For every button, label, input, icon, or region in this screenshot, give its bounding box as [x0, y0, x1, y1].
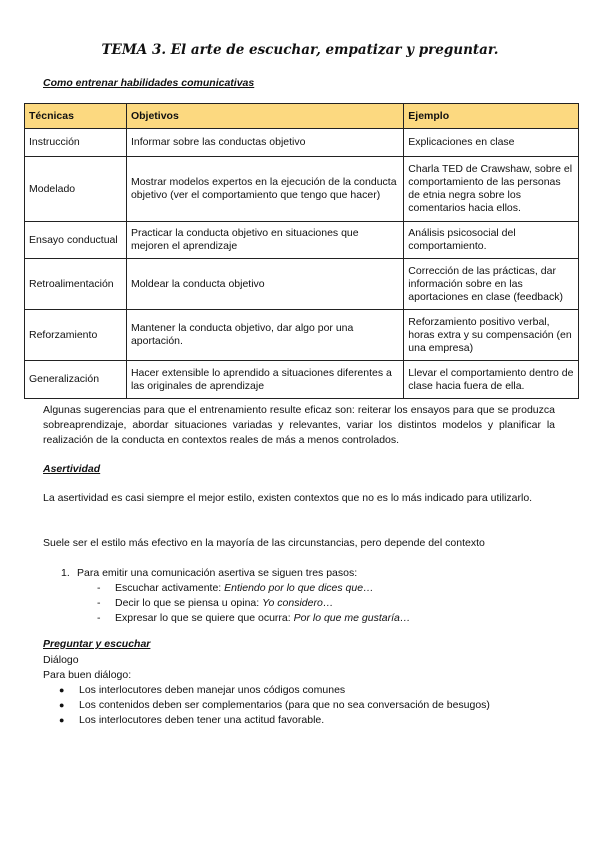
context-paragraph: Suele ser el estilo más efectivo en la mayoría de las circunstancias, pero depende del contexto	[43, 537, 485, 549]
section-heading-ask-and-listen: Preguntar y escuchar	[43, 638, 151, 650]
step-item	[97, 611, 557, 626]
step-example: Entiendo por lo que dices que…	[224, 582, 374, 594]
list-item	[59, 698, 579, 713]
dash-marker: -	[97, 582, 101, 594]
table-cell: Retroalimentación	[25, 259, 127, 310]
step-item	[97, 596, 557, 611]
table-header-cell: Técnicas	[25, 104, 127, 129]
table-cell: Reforzamiento	[25, 310, 127, 361]
table-cell: Moldear la conducta objetivo	[126, 259, 403, 310]
table-row	[25, 157, 579, 222]
table-row	[25, 259, 579, 310]
good-dialogue-line: Para buen diálogo:	[43, 669, 132, 681]
list-item	[59, 683, 559, 698]
dialogue-line: Diálogo	[43, 654, 79, 666]
bullet-icon: ●	[59, 700, 65, 710]
table-cell: Mostrar modelos expertos en la ejecución de la conducta objetivo (ver el comportamiento que tengo que hacer)	[126, 157, 403, 222]
list-number: 1.	[61, 567, 70, 579]
table-cell: Llevar el comportamiento dentro de clase hacia fuera de ella.	[404, 361, 579, 399]
table-cell: Explicaciones en clase	[404, 129, 579, 157]
table-row	[25, 361, 579, 399]
table-header-cell: Ejemplo	[404, 104, 579, 129]
page-title: TEMA 3. El arte de escuchar, empatizar y preguntar.	[101, 42, 499, 58]
bullet-icon: ●	[59, 685, 65, 695]
techniques-table	[24, 103, 579, 399]
table-cell: Corrección de las prácticas, dar información sobre en las aportaciones en clase (feedback)	[404, 259, 579, 310]
table-cell: Practicar la conducta objetivo en situaciones que mejoren el aprendizaje	[126, 222, 403, 259]
table-row	[25, 129, 579, 157]
dash-marker: -	[97, 612, 101, 624]
step-label: Decir lo que se piensa u opina:	[115, 597, 260, 609]
step-example: Yo considero…	[262, 597, 334, 609]
assertiveness-paragraph: La asertividad es casi siempre el mejor estilo, existen contextos que no es lo más indicado para utilizarlo.	[43, 492, 533, 504]
table-row	[25, 222, 579, 259]
numbered-list-item	[61, 566, 561, 581]
bullet-text: Los interlocutores deben manejar unos códigos comunes	[79, 684, 346, 696]
table-cell: Charla TED de Crawshaw, sobre el comportamiento de las personas de etnia negra sobre los comentarios hacia ellos.	[404, 157, 579, 222]
bullet-icon: ●	[59, 715, 65, 725]
suggestions-paragraph: Algunas sugerencias para que el entrenamiento resulte eficaz son: reiterar los ensayos para que se produzca sobreaprendizaje, abordar situaciones variadas y relevantes, variar los distintos modelos y planificar la realización de la conducta en contextos reales de más a menos controlados.	[43, 404, 555, 446]
step-item	[97, 581, 557, 596]
table-cell: Hacer extensible lo aprendido a situaciones diferentes a las originales de aprendizaje	[126, 361, 403, 399]
step-label: Expresar lo que se quiere que ocurra:	[115, 612, 291, 624]
table-cell: Análisis psicosocial del comportamiento.	[404, 222, 579, 259]
step-example: Por lo que me gustaría…	[293, 612, 411, 624]
bullet-text: Los contenidos deben ser complementarios (para que no sea conversación de besugos)	[79, 699, 490, 711]
list-item-text: Para emitir una comunicación asertiva se siguen tres pasos:	[77, 567, 358, 579]
list-item	[59, 713, 559, 728]
table-header-cell: Objetivos	[126, 104, 403, 129]
table-cell: Ensayo conductual	[25, 222, 127, 259]
table-header-row	[25, 104, 579, 129]
bullet-text: Los interlocutores deben tener una actitud favorable.	[79, 714, 325, 726]
table-cell: Modelado	[25, 157, 127, 222]
table-row	[25, 310, 579, 361]
table-cell: Generalización	[25, 361, 127, 399]
step-label: Escuchar activamente:	[115, 582, 222, 594]
table-cell: Instrucción	[25, 129, 127, 157]
table-cell: Mantener la conducta objetivo, dar algo por una aportación.	[126, 310, 403, 361]
table-cell: Informar sobre las conductas objetivo	[126, 129, 403, 157]
table-cell: Reforzamiento positivo verbal, horas extra y su compensación (en una empresa)	[404, 310, 579, 361]
section-heading-assertiveness: Asertividad	[43, 463, 101, 475]
section-heading-communication-skills: Como entrenar habilidades comunicativas	[43, 77, 255, 89]
dash-marker: -	[97, 597, 101, 609]
